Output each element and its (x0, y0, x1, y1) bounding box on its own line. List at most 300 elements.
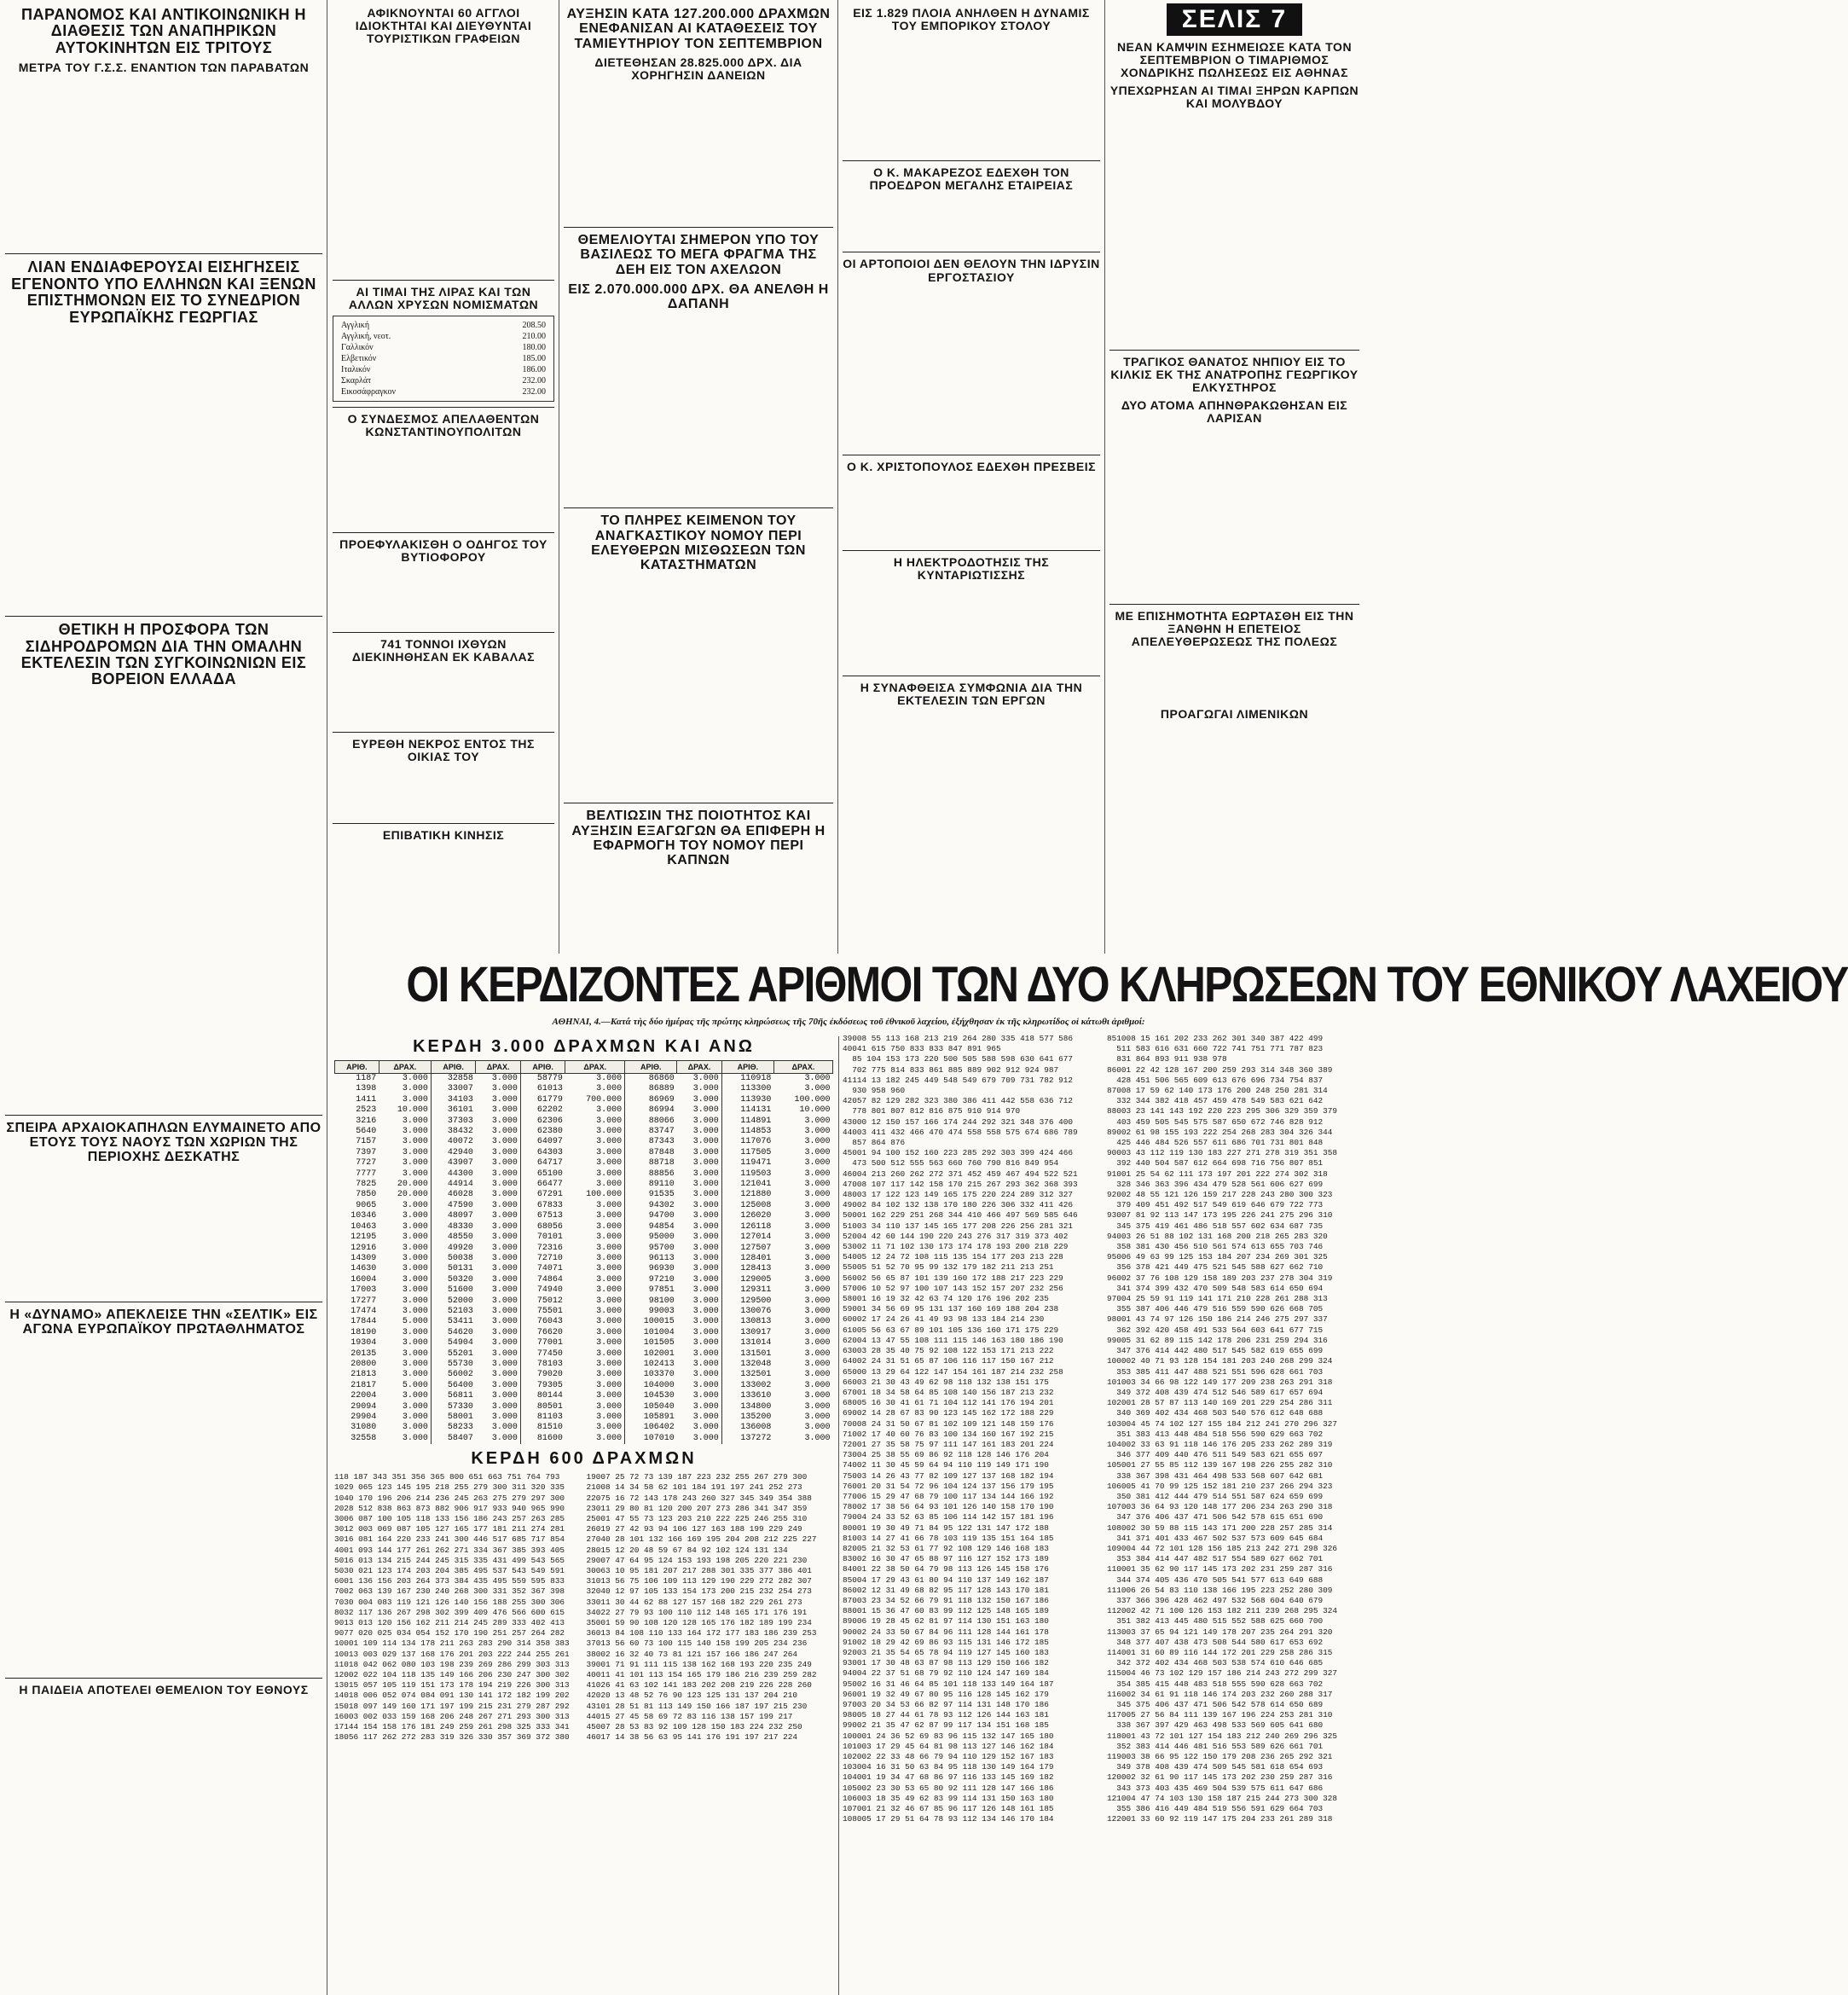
number-line: 831 864 893 911 938 978 (1107, 1054, 1227, 1064)
ticket-number: 95700 (625, 1244, 677, 1254)
number-line: 362 392 420 458 491 533 564 603 641 677 715 (1107, 1325, 1324, 1335)
prize-amount: 3.000 (402, 1243, 428, 1253)
prize-amount: 100.000 (586, 1190, 623, 1200)
number-line: 2028 512 838 863 873 882 906 917 933 940 965 990 (334, 1503, 565, 1513)
prize-amount: 3.000 (804, 1264, 831, 1274)
prize-amount: 3.000 (491, 1317, 518, 1327)
prize-amount: 3.000 (491, 1359, 518, 1369)
number-line: 17144 154 158 176 181 249 259 261 298 325 333 341 (334, 1722, 570, 1732)
number-line: 87003 23 34 52 66 79 91 118 132 150 167 186 (843, 1595, 1049, 1605)
ticket-number: 1187 (356, 1074, 377, 1083)
ticket-number: 58407 (431, 1434, 476, 1444)
number-line: 18056 117 262 272 283 319 326 330 357 369 372 380 (334, 1732, 570, 1743)
prize-amount: 3.000 (692, 1200, 719, 1210)
divider (5, 616, 322, 617)
prize-amount: 3.000 (596, 1306, 623, 1316)
number-line: 43101 28 51 81 113 149 150 166 187 197 215 230 (586, 1701, 808, 1711)
number-line: 26019 27 42 93 94 106 127 163 188 199 229 249 (586, 1524, 802, 1534)
gold-price-table (333, 316, 554, 402)
number-line: 101003 17 29 45 64 81 98 113 127 146 162 184 (843, 1741, 1054, 1751)
ticket-number: 127014 (721, 1232, 773, 1243)
ticket-number: 31080 (350, 1423, 377, 1433)
prize-amount: 3.000 (804, 1180, 831, 1190)
number-line: 354 385 415 448 483 518 555 590 628 663 702 (1107, 1679, 1324, 1689)
number-line: 347 376 406 437 471 506 542 578 615 651 690 (1107, 1512, 1324, 1522)
ticket-number: 21813 (350, 1370, 377, 1380)
table-row (335, 1137, 833, 1147)
ticket-number: 58001 (431, 1412, 476, 1423)
number-line: 45001 94 100 152 160 223 285 292 303 399 424 466 (843, 1148, 1074, 1158)
prize-amount: 3.000 (491, 1169, 518, 1179)
article-body (564, 85, 833, 222)
headline-education: Η ΠΑΙΔΕΙΑ ΑΠΟΤΕΛΕΙ ΘΕΜΕΛΙΟΝ ΤΟΥ ΕΘΝΟΥΣ (19, 1683, 309, 1697)
number-line: 345 375 406 437 471 506 542 578 614 650 689 (1107, 1700, 1324, 1709)
prize-amount: 3.000 (596, 1338, 623, 1348)
number-line: 100002 40 71 93 128 154 181 203 240 268 299 324 (1107, 1356, 1333, 1366)
number-line: 857 864 876 (843, 1138, 906, 1148)
number-line: 107001 21 32 46 67 85 96 117 126 148 161 185 (843, 1804, 1054, 1814)
ticket-number: 130076 (721, 1307, 773, 1317)
page-number-badge: ΣΕΛΙΣ 7 (1167, 3, 1302, 36)
lottery-left (334, 1034, 833, 1992)
number-line: 43000 12 150 157 166 174 244 292 321 348 376 400 (843, 1116, 1074, 1127)
number-line: 96001 19 32 49 67 80 95 116 128 145 162 179 (843, 1689, 1049, 1699)
prize-amount: 3.000 (692, 1190, 719, 1200)
ticket-number: 104000 (625, 1381, 677, 1391)
price-row: Αγγλική 208.50 (341, 320, 546, 330)
number-line: 88003 23 141 143 192 220 223 295 306 329 359 379 (1107, 1106, 1338, 1116)
article-body (5, 1700, 322, 1870)
number-line: 119003 38 66 95 122 150 179 208 236 265 292 321 (1107, 1752, 1333, 1762)
ticket-number: 17003 (350, 1285, 377, 1296)
table-row (335, 1169, 833, 1180)
prize-amount: 5.000 (402, 1380, 428, 1390)
prize-amount: 3.000 (596, 1433, 623, 1443)
subheadline-dam-cost: ΕΙΣ 2.070.000.000 ΔΡΧ. ΘΑ ΑΝΕΛΘΗ Η ΔΑΠΑΝΗ (568, 281, 829, 312)
ticket-number: 20135 (350, 1348, 377, 1359)
prize-amount: 3.000 (596, 1327, 623, 1337)
ticket-number: 91535 (625, 1190, 677, 1200)
ticket-number: 17844 (350, 1317, 377, 1327)
ticket-number: 62380 (520, 1127, 565, 1137)
table-row (335, 1328, 833, 1338)
prize-amount: 3.000 (804, 1137, 831, 1147)
prize-amount: 3.000 (692, 1180, 719, 1190)
prize-amount: 3.000 (804, 1074, 831, 1083)
prize-amount: 3.000 (402, 1359, 428, 1369)
number-line: 29007 47 64 95 124 153 193 198 205 220 221 230 (586, 1555, 808, 1565)
headline-found-dead: ΕΥΡΕΘΗ ΝΕΚΡΟΣ ΕΝΤΟΣ ΤΗΣ ΟΙΚΙΑΣ ΤΟΥ (352, 737, 535, 764)
ticket-number: 106402 (625, 1423, 677, 1433)
number-line: 92002 48 55 121 126 159 217 228 243 280 300 323 (1107, 1190, 1333, 1200)
ticket-number: 49920 (431, 1244, 476, 1254)
divider (564, 507, 833, 508)
ticket-number: 33007 (431, 1084, 476, 1094)
headline-merchant-fleet: ΕΙΣ 1.829 ΠΛΟΙΑ ΑΝΗΛΘΕΝ Η ΔΥΝΑΜΙΣ ΤΟΥ ΕΜΠΟΡΙΚΟΥ ΣΤΟΛΟΥ (853, 6, 1090, 33)
number-line: 348 377 407 438 473 508 544 580 617 653 692 (1107, 1637, 1324, 1647)
ticket-number: 80144 (520, 1391, 565, 1401)
ticket-number: 29094 (350, 1401, 377, 1412)
ticket-number: 56002 (431, 1370, 476, 1380)
ticket-number: 72710 (520, 1254, 565, 1264)
ticket-number: 5640 (356, 1127, 377, 1137)
headline-price-index: ΝΕΑΝ ΚΑΜΨΙΝ ΕΣΗΜΕΙΩΣΕ ΚΑΤΑ ΤΟΝ ΣΕΠΤΕΜΒΡΙΟΝ Ο ΤΙΜΑΡΙΘΜΟΣ ΧΟΝΔΡΙΚΗΣ ΠΩΛΗΣΕΩΣ ΕΙΣ ΑΘΗΝΑΣ (1116, 40, 1353, 80)
number-line: 92003 21 35 54 65 78 94 119 127 145 160 183 (843, 1647, 1049, 1657)
prize-amount: 3.000 (596, 1412, 623, 1422)
prize-amount: 3.000 (692, 1274, 719, 1285)
prize-amount: 3.000 (596, 1200, 623, 1210)
article-body (843, 710, 1100, 847)
lottery-subtitle: ΑΘΗΝΑΙ, 4.—Κατά τὴς δύο ἡμέρας τῆς πρώτης κληρώσεως τῆς 70ῆς ἐκδόσεως τοῦ ἐθνικοῦ λαχείου, ἐξήχθησαν ἐκ τῆς κληρωτίδος οἱ κάτωθι ἀριθμοί: (552, 1017, 1145, 1027)
ticket-number: 132501 (721, 1370, 773, 1380)
headline-gold-prices: ΑΙ ΤΙΜΑΙ ΤΗΣ ΛΙΡΑΣ ΚΑΙ ΤΩΝ ΑΛΛΩΝ ΧΡΥΣΩΝ ΝΟΜΙΣΜΑΤΩΝ (348, 285, 539, 312)
number-line: 97004 25 59 91 119 141 171 210 228 261 288 313 (1107, 1294, 1328, 1304)
prize-amount: 3.000 (804, 1348, 831, 1359)
600-prize-list (334, 1472, 582, 1743)
prize-amount: 3.000 (491, 1094, 518, 1105)
table-row (335, 1360, 833, 1370)
column-rule (1104, 0, 1105, 954)
subheadline-gss-measures: ΜΕΤΡΑ ΤΟΥ Γ.Σ.Σ. ΕΝΑΝΤΙΟΝ ΤΩΝ ΠΑΡΑΒΑΤΩΝ (18, 61, 310, 75)
headline-passenger-movement: ΕΠΙΒΑΤΙΚΗ ΚΙΝΗΣΙΣ (382, 828, 505, 843)
ticket-number: 2523 (356, 1105, 377, 1116)
number-line: 67001 18 34 58 64 85 108 140 156 187 213 232 (843, 1387, 1054, 1397)
ticket-number: 7825 (356, 1180, 377, 1190)
prize-amount: 3.000 (692, 1348, 719, 1359)
number-line: 113003 37 65 94 121 149 178 207 235 264 291 320 (1107, 1627, 1333, 1637)
ticket-number: 61779 (520, 1095, 565, 1105)
prize-amount: 3.000 (692, 1074, 719, 1083)
prize-amount: 3.000 (402, 1211, 428, 1221)
prize-amount: 3.000 (692, 1264, 719, 1274)
ticket-number: 54904 (431, 1338, 476, 1348)
number-line: 23011 29 80 81 120 200 207 273 286 341 347 359 (586, 1503, 808, 1513)
number-line: 85004 17 29 43 61 80 94 110 137 149 162 187 (843, 1575, 1049, 1585)
prize-amount: 3.000 (692, 1306, 719, 1316)
number-line: 350 381 412 444 479 514 551 587 624 659 699 (1107, 1491, 1324, 1501)
article-body (843, 36, 1100, 155)
ticket-number: 101505 (625, 1338, 677, 1348)
ticket-number: 80501 (520, 1402, 565, 1412)
ticket-number: 72316 (520, 1244, 565, 1254)
number-line: 33011 30 44 62 88 127 157 168 182 229 261 273 (586, 1597, 802, 1607)
prize-amount: 3.000 (491, 1127, 518, 1137)
prize-amount: 3.000 (491, 1105, 518, 1116)
prize-amount: 3.000 (402, 1370, 428, 1380)
number-line: 36013 84 108 110 133 164 172 177 183 186 239 253 (586, 1628, 817, 1638)
prize-amount: 3.000 (491, 1285, 518, 1296)
prize-amount: 3.000 (402, 1338, 428, 1348)
ticket-number: 54620 (431, 1328, 476, 1338)
prize-amount: 3.000 (804, 1147, 831, 1157)
prize-amount: 3.000 (491, 1274, 518, 1285)
ticket-number: 77001 (520, 1338, 565, 1348)
article-body (843, 477, 1100, 545)
headline-tanker-driver: ΠΡΟΕΦΥΛΑΚΙΣΘΗ Ο ΟΔΗΓΟΣ ΤΟΥ ΒΥΤΙΟΦΟΡΟΥ (339, 536, 547, 564)
prize-amount: 3.000 (596, 1370, 623, 1380)
table-row (335, 1158, 833, 1169)
ticket-number: 50038 (431, 1254, 476, 1264)
column-4 (843, 2, 1100, 952)
ticket-number: 113300 (721, 1084, 773, 1094)
number-line: 41026 41 63 102 141 183 202 208 219 226 228 260 (586, 1680, 812, 1691)
number-line: 3016 081 164 220 233 241 300 446 517 685 717 854 (334, 1534, 565, 1545)
ticket-number: 117076 (721, 1137, 773, 1147)
ticket-number: 132048 (721, 1360, 773, 1370)
number-line: 99002 21 35 47 62 87 99 117 134 151 168 185 (843, 1720, 1049, 1731)
ticket-number: 81510 (520, 1423, 565, 1433)
number-line: 39001 71 91 111 115 138 162 168 193 220 235 249 (586, 1659, 812, 1669)
ticket-number: 96113 (625, 1254, 677, 1264)
article-body (333, 846, 554, 906)
winning-number-list (1107, 1034, 1361, 1824)
prize-amount: 3.000 (402, 1285, 428, 1296)
prize-amount: 3.000 (491, 1433, 518, 1443)
prize-amount: 3.000 (596, 1137, 623, 1147)
headline-constantinople-expelled: Ο ΣΥΝΔΕΣΜΟΣ ΑΠΕΛΑΘΕΝΤΩΝ ΚΩΝΣΤΑΝΤΙΝΟΥΠΟΛΙΤΩΝ (347, 411, 540, 438)
table-row (335, 1296, 833, 1307)
number-line: 68005 16 30 41 61 71 104 112 141 176 194 201 (843, 1398, 1054, 1408)
number-line: 117005 27 56 84 111 139 167 196 224 253 281 310 (1107, 1710, 1333, 1720)
number-line: 90002 24 33 50 67 84 96 111 128 144 161 178 (843, 1627, 1049, 1637)
number-line: 14018 006 052 074 084 091 130 141 172 182 199 202 (334, 1691, 570, 1701)
headline-disabled-cars: ΠΑΡΑΝΟΜΟΣ ΚΑΙ ΑΝΤΙΚΟΙΝΩΝΙΚΗ Η ΔΙΑΘΕΣΙΣ ΤΩΝ ΑΝΑΠΗΡΙΚΩΝ ΑΥΤΟΚΙΝΗΤΩΝ ΕΙΣ ΤΡΙΤΟΥΣ (21, 6, 306, 56)
subheadline-dried-fruits: ΥΠΕΧΩΡΗΣΑΝ ΑΙ ΤΙΜΑΙ ΞΗΡΩΝ ΚΑΡΠΩΝ ΚΑΙ ΜΟΛΥΒΔΟΥ (1109, 84, 1359, 111)
prize-amount: 3.000 (491, 1243, 518, 1253)
number-line: 352 383 414 446 481 516 553 589 626 661 701 (1107, 1741, 1324, 1751)
article-body (1109, 428, 1359, 599)
divider (333, 823, 554, 824)
number-line: 54005 12 24 72 108 115 135 154 177 203 213 228 (843, 1252, 1063, 1262)
headline-antiquities: ΣΠΕΙΡΑ ΑΡΧΑΙΟΚΑΠΗΛΩΝ ΕΛΥΜΑΙΝΕΤΟ ΑΠΟ ΕΤΟΥΣ ΤΟΥΣ ΝΑΟΥΣ ΤΩΝ ΧΩΡΙΩΝ ΤΗΣ ΠΕΡΙΟΧΗΣ ΔΕΣΚΑΤΗΣ (6, 1120, 322, 1165)
ticket-number: 67513 (520, 1211, 565, 1221)
ticket-number: 16004 (350, 1274, 377, 1285)
number-line: 111006 26 54 83 110 138 166 195 223 252 280 309 (1107, 1585, 1333, 1595)
number-line: 48003 17 122 123 149 165 175 220 224 289 312 327 (843, 1190, 1074, 1200)
number-line: 10001 109 114 134 178 211 263 283 290 314 358 383 (334, 1638, 570, 1649)
prize-amount: 3.000 (491, 1253, 518, 1263)
number-line: 338 367 397 429 463 498 533 569 605 641 680 (1107, 1720, 1324, 1731)
divider (564, 227, 833, 228)
ticket-number: 57330 (431, 1402, 476, 1412)
prize-amount: 3.000 (491, 1380, 518, 1390)
prize-amount: 3.000 (804, 1306, 831, 1316)
ticket-number: 48097 (431, 1211, 476, 1221)
number-line: 353 384 414 447 482 517 554 589 627 662 701 (1107, 1554, 1324, 1564)
ticket-number: 100015 (625, 1317, 677, 1327)
prize-amount: 3.000 (804, 1380, 831, 1390)
number-line: 19007 25 72 73 139 187 223 232 255 267 279 300 (586, 1472, 808, 1482)
prize-amount: 3.000 (402, 1401, 428, 1412)
ticket-number: 110918 (721, 1074, 773, 1085)
number-line: 356 378 421 449 475 521 545 588 627 662 710 (1107, 1262, 1324, 1273)
number-line: 99005 31 62 89 115 142 178 206 231 259 294 316 (1107, 1335, 1328, 1345)
number-line: 355 386 416 449 484 519 556 591 629 664 703 (1107, 1804, 1324, 1814)
prize-amount: 3.000 (804, 1116, 831, 1126)
ticket-number: 130813 (721, 1317, 773, 1327)
number-line: 77006 15 29 47 68 79 100 117 134 144 166 192 (843, 1491, 1054, 1501)
ticket-number: 68056 (520, 1222, 565, 1232)
prize-amount: 3.000 (491, 1074, 518, 1083)
number-line: 42020 13 48 52 76 90 123 125 131 137 204 210 (586, 1691, 798, 1701)
article-body (5, 1340, 322, 1673)
prize-amount: 3.000 (596, 1359, 623, 1369)
table-row (335, 1222, 833, 1232)
number-line: 337 366 396 428 462 497 532 568 604 640 679 (1107, 1595, 1324, 1605)
table-row (335, 1148, 833, 1158)
prize-amount: 3.000 (692, 1285, 719, 1296)
headline-xanthi: ΜΕ ΕΠΙΣΗΜΟΤΗΤΑ ΕΩΡΤΑΣΘΗ ΕΙΣ ΤΗΝ ΞΑΝΘΗΝ Η ΕΠΕΤΕΙΟΣ ΑΠΕΛΕΥΘΕΡΩΣΕΩΣ ΤΗΣ ΠΟΛΕΩΣ (1115, 609, 1354, 649)
number-line: 346 377 409 440 476 511 549 583 621 655 697 (1107, 1450, 1324, 1460)
number-line: 13015 057 105 119 151 173 178 194 219 226 300 313 (334, 1680, 570, 1691)
number-line: 1029 065 123 145 195 218 255 279 300 311 320 335 (334, 1482, 565, 1493)
ticket-number: 29904 (350, 1412, 377, 1422)
article-body (5, 692, 322, 1110)
number-line: 349 378 408 439 474 509 545 581 618 654 693 (1107, 1762, 1324, 1772)
prize-amount: 700.000 (586, 1094, 623, 1105)
number-line: 104002 33 63 91 118 146 176 205 233 262 289 319 (1107, 1439, 1333, 1449)
ticket-number: 77450 (520, 1349, 565, 1360)
number-line: 98005 18 27 44 61 78 93 112 126 144 163 181 (843, 1710, 1049, 1720)
number-line: 103004 16 31 50 63 84 95 118 130 149 164 179 (843, 1762, 1054, 1772)
number-line: 95002 16 31 46 64 85 101 118 133 149 164 187 (843, 1679, 1054, 1689)
prize-amount: 3.000 (692, 1221, 719, 1232)
ticket-number: 105891 (625, 1412, 677, 1423)
prize-amount: 3.000 (402, 1423, 428, 1433)
prize-amount: 3.000 (491, 1401, 518, 1412)
table-row (335, 1116, 833, 1127)
600-prize-list (587, 1472, 834, 1743)
ticket-number: 114131 (721, 1105, 773, 1116)
article-body (5, 329, 322, 611)
prize-amount: 3.000 (596, 1296, 623, 1306)
prize-amount: 3.000 (804, 1412, 831, 1422)
column-3 (564, 2, 833, 952)
number-line: 7002 063 139 167 230 240 268 300 331 352 367 398 (334, 1586, 565, 1597)
prize-amount: 3.000 (491, 1348, 518, 1359)
number-line: 40041 615 750 833 833 847 891 965 (843, 1044, 1001, 1054)
number-line: 82005 21 32 53 61 77 92 108 129 146 168 183 (843, 1543, 1049, 1553)
prize-amount: 3.000 (402, 1137, 428, 1147)
ticket-number: 88856 (625, 1169, 677, 1180)
number-line: 25001 47 55 73 123 203 210 222 225 246 255 310 (586, 1514, 808, 1524)
prize-amount: 3.000 (402, 1327, 428, 1337)
number-line: 34022 27 79 93 100 110 112 148 165 171 176 191 (586, 1607, 808, 1617)
number-line: 72001 27 35 58 75 97 111 147 161 183 201 224 (843, 1439, 1054, 1449)
prize-amount: 3.000 (804, 1169, 831, 1179)
prize-amount: 3.000 (804, 1127, 831, 1137)
number-line: 355 387 406 446 479 516 559 590 626 668 705 (1107, 1304, 1324, 1314)
ticket-number: 50131 (431, 1264, 476, 1274)
number-line: 73004 25 38 55 69 86 92 118 128 146 176 204 (843, 1450, 1049, 1460)
ticket-number: 133610 (721, 1391, 773, 1401)
ticket-number: 88718 (625, 1158, 677, 1169)
number-line: 8032 117 136 267 298 302 399 409 476 566 600 615 (334, 1607, 565, 1617)
divider (1109, 350, 1359, 351)
number-line: 93007 81 92 113 147 173 195 226 241 275 296 310 (1107, 1210, 1333, 1221)
ticket-number: 21817 (350, 1380, 377, 1390)
prize-amount: 3.000 (491, 1423, 518, 1433)
headline-savings-deposits: ΑΥΞΗΣΙΝ ΚΑΤΑ 127.200.000 ΔΡΑΧΜΩΝ ΕΝΕΦΑΝΙΣΑΝ ΑΙ ΚΑΤΑΘΕΣΕΙΣ ΤΟΥ ΤΑΜΙΕΥΤΗΡΙΟΥ ΤΟΝ ΣΕΠΤΕΜΒΡΙΟΝ (566, 7, 831, 51)
prize-amount: 5.000 (402, 1317, 428, 1327)
number-line: 58001 16 19 32 42 63 74 120 176 196 202 235 (843, 1294, 1049, 1304)
prize-amount: 3.000 (491, 1232, 518, 1243)
divider (333, 407, 554, 408)
ticket-number: 17474 (350, 1306, 377, 1316)
number-line: 37013 56 60 73 100 115 140 158 199 205 234 236 (586, 1638, 808, 1649)
table-row (335, 1412, 833, 1423)
ticket-number: 105040 (625, 1402, 677, 1412)
article-body (1109, 114, 1359, 345)
number-line: 89002 61 98 155 193 222 254 268 283 304 326 344 (1107, 1127, 1333, 1137)
ticket-number: 134800 (721, 1402, 773, 1412)
table-row (335, 1105, 833, 1116)
price-row: Σκαρλάτ 232.00 (341, 375, 546, 386)
ticket-number: 66477 (520, 1180, 565, 1190)
prize-amount: 3.000 (491, 1221, 518, 1232)
ticket-number: 1398 (356, 1084, 377, 1094)
ticket-number: 7727 (356, 1158, 377, 1169)
lottery-big-prize-table (334, 1060, 833, 1444)
prize-amount: 3.000 (402, 1253, 428, 1263)
headline-lease-law: ΤΟ ΠΛΗΡΕΣ ΚΕΙΜΕΝΟΝ ΤΟΥ ΑΝΑΓΚΑΣΤΙΚΟΥ ΝΟΜΟΥ ΠΕΡΙ ΕΛΕΥΘΕΡΩΝ ΜΙΣΘΩΣΕΩΝ ΤΩΝ ΚΑΤΑΣΤΗΜΑΤΩΝ (591, 513, 806, 573)
article-body (843, 287, 1100, 449)
number-line: 104001 19 34 47 68 86 97 116 133 145 169 182 (843, 1772, 1054, 1783)
ticket-number: 3216 (356, 1116, 377, 1126)
ticket-number: 114853 (721, 1127, 773, 1137)
table-row (335, 1095, 833, 1105)
number-line: 40011 41 101 113 154 165 179 186 216 239 259 282 (586, 1670, 817, 1680)
number-line: 70008 24 31 50 67 81 102 109 121 148 159 176 (843, 1418, 1054, 1429)
prize-amount: 3.000 (596, 1285, 623, 1296)
prize-amount: 3.000 (692, 1433, 719, 1443)
prize-amount: 3.000 (491, 1264, 518, 1274)
headline-port-promotions: ΠΡΟΑΓΩΓΑΙ ΛΙΜΕΝΙΚΩΝ (1160, 707, 1309, 722)
headline-acheloos-dam: ΘΕΜΕΛΙΟΥΤΑΙ ΣΗΜΕΡΟΝ ΥΠΟ ΤΟΥ ΒΑΣΙΛΕΩΣ ΤΟ ΜΕΓΑ ΦΡΑΓΜΑ ΤΗΣ ΔΕΗ ΕΙΣ ΤΟΝ ΑΧΕΛΩΟΝ (577, 233, 820, 277)
ticket-number: 133002 (721, 1381, 773, 1391)
prize-amount: 3.000 (402, 1232, 428, 1243)
prize-amount: 3.000 (692, 1380, 719, 1390)
ticket-number: 64303 (520, 1148, 565, 1158)
ticket-number: 50320 (431, 1275, 476, 1285)
number-line: 102001 28 57 87 113 140 169 201 229 254 286 311 (1107, 1398, 1333, 1408)
prize-amount: 3.000 (804, 1423, 831, 1433)
number-line: 351 382 413 445 480 515 552 588 625 660 700 (1107, 1616, 1324, 1627)
prize-amount: 3.000 (804, 1211, 831, 1221)
number-line: 74002 11 30 45 59 64 94 110 119 149 171 190 (843, 1460, 1049, 1470)
number-line: 57006 10 52 97 100 107 143 152 157 207 232 256 (843, 1283, 1063, 1293)
number-line: 112002 42 71 100 126 153 182 211 239 268 295 324 (1107, 1606, 1338, 1616)
prize-amount: 3.000 (491, 1180, 518, 1190)
number-line: 95006 49 63 99 125 153 184 207 234 269 301 325 (1107, 1252, 1328, 1262)
ticket-number: 86860 (625, 1074, 677, 1085)
prize-amount: 3.000 (692, 1084, 719, 1094)
ticket-number: 97210 (625, 1275, 677, 1285)
table-row (335, 1285, 833, 1296)
prize-amount: 3.000 (804, 1317, 831, 1327)
prize-amount: 20.000 (397, 1180, 428, 1190)
number-line: 105001 27 55 85 112 139 167 198 226 255 282 310 (1107, 1460, 1333, 1470)
number-line: 114001 31 60 89 116 144 172 201 229 258 286 315 (1107, 1647, 1333, 1657)
article-body (564, 315, 833, 502)
ticket-number: 47590 (431, 1201, 476, 1211)
headline-bakers: ΟΙ ΑΡΤΟΠΟΙΟΙ ΔΕΝ ΘΕΛΟΥΝ ΤΗΝ ΙΔΡΥΣΙΝ ΕΡΓΟΣΤΑΣΙΟΥ (843, 257, 1100, 284)
number-line: 351 383 413 448 484 518 556 590 629 663 702 (1107, 1429, 1324, 1439)
prize-amount: 3.000 (692, 1253, 719, 1263)
ticket-number: 136008 (721, 1423, 773, 1433)
ticket-number: 64097 (520, 1137, 565, 1147)
prize-amount: 3.000 (804, 1285, 831, 1296)
